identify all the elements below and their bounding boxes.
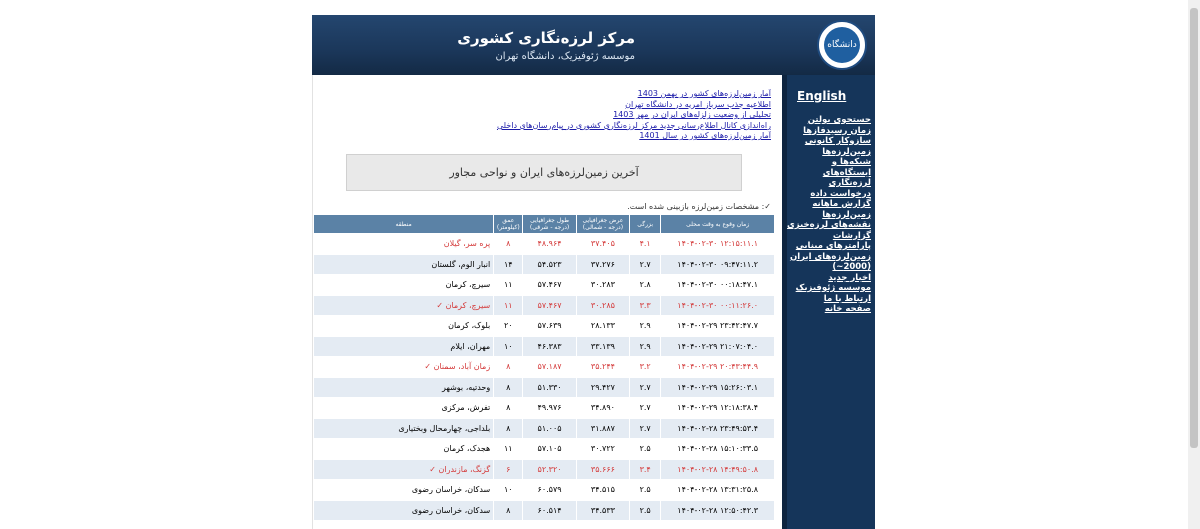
region-cell: پره سر، گیلان bbox=[314, 234, 493, 254]
news-link[interactable]: تحلیلی از وضعیت زلزله‌های ایران در مهر 1403 bbox=[613, 110, 771, 119]
sidebar-item[interactable]: زمین‌لرزه‌ها bbox=[822, 146, 871, 157]
time-cell[interactable]: ۱۴۰۴-۰۲-۳۰ ۰۰:۱۱:۲۶.۰ bbox=[661, 296, 774, 316]
table-row bbox=[314, 337, 774, 357]
magnitude-cell: ۲.۹ bbox=[630, 337, 660, 357]
sidebar-menu bbox=[787, 115, 871, 315]
depth-cell: ۱۰ bbox=[494, 337, 522, 357]
sidebar-item[interactable]: شبکه‌ها و bbox=[831, 157, 871, 167]
longitude-cell: ۵۷.۴۶۷ bbox=[523, 296, 575, 316]
sidebar-item[interactable]: زمین‌لرزه‌های ایران bbox=[789, 251, 871, 262]
latitude-cell: ۳۴.۸۹۰ bbox=[577, 398, 629, 418]
region-cell: مهران، ایلام bbox=[314, 337, 493, 357]
region-cell: تفرش، مرکزی bbox=[314, 398, 493, 418]
depth-cell: ۸ bbox=[494, 398, 522, 418]
longitude-cell: ۶۰.۵۱۴ bbox=[523, 501, 575, 521]
depth-cell: ۱۴ bbox=[494, 255, 522, 275]
magnitude-cell: ۲.۷ bbox=[630, 255, 660, 275]
sidebar-item[interactable]: نقشه‌های لرزه‌خیزی bbox=[786, 220, 871, 230]
time-cell[interactable]: ۱۴۰۴-۰۲-۲۸ ۱۴:۴۹:۵۰.۸ bbox=[661, 460, 774, 480]
magnitude-cell: ۲.۵ bbox=[630, 501, 660, 521]
sidebar-item[interactable]: ارتباط با ما bbox=[823, 293, 871, 304]
longitude-cell: ۵۴.۵۲۳ bbox=[523, 255, 575, 275]
region-cell: سیرچ، کرمان ✓ bbox=[314, 296, 493, 316]
depth-cell: ۸ bbox=[494, 501, 522, 521]
sidebar-item[interactable]: گزارشات bbox=[832, 230, 871, 241]
latitude-cell: ۳۰.۷۲۲ bbox=[577, 439, 629, 459]
table-row bbox=[314, 316, 774, 336]
site-subtitle: موسسه ژئوفیزیک، دانشگاه تهران bbox=[495, 51, 635, 62]
depth-cell: ۱۱ bbox=[494, 439, 522, 459]
page-scrollbar[interactable] bbox=[1188, 0, 1200, 529]
col-header-region: منطقه bbox=[314, 215, 493, 233]
table-row bbox=[314, 439, 774, 459]
sidebar-item[interactable]: زمین‌لرزه‌ها bbox=[822, 209, 871, 220]
main-content bbox=[312, 75, 783, 529]
time-cell[interactable]: ۱۴۰۴-۰۲-۲۹ ۲۰:۴۳:۴۴.۹ bbox=[661, 357, 774, 377]
table-row bbox=[314, 501, 774, 521]
region-cell: زمان آباد، سمنان ✓ bbox=[314, 357, 493, 377]
time-cell[interactable]: ۱۴۰۴-۰۲-۲۹ ۱۵:۲۶:۰۳.۱ bbox=[661, 378, 774, 398]
english-link[interactable]: English bbox=[797, 89, 847, 103]
longitude-cell: ۵۷.۶۳۹ bbox=[523, 316, 575, 336]
region-cell: وحدتیه، بوشهر bbox=[314, 378, 493, 398]
depth-cell: ۱۱ bbox=[494, 296, 522, 316]
latitude-cell: ۳۰.۲۸۵ bbox=[577, 296, 629, 316]
sidebar-item[interactable]: زمان رسیدفازها bbox=[803, 125, 871, 136]
longitude-cell: ۵۱.۰۰۵ bbox=[523, 419, 575, 439]
table-row bbox=[314, 378, 774, 398]
table-row bbox=[314, 275, 774, 295]
sidebar-item[interactable]: صفحه خانه bbox=[824, 304, 871, 314]
table-header-row bbox=[314, 215, 774, 233]
news-list bbox=[441, 89, 771, 142]
longitude-cell: ۵۷.۱۸۷ bbox=[523, 357, 575, 377]
depth-cell: ۸ bbox=[494, 234, 522, 254]
depth-cell: ۸ bbox=[494, 357, 522, 377]
scrollbar-thumb[interactable] bbox=[1190, 8, 1198, 448]
region-cell: هجدک، کرمان bbox=[314, 439, 493, 459]
magnitude-cell: ۲.۷ bbox=[630, 398, 660, 418]
table-row bbox=[314, 460, 774, 480]
table-row bbox=[314, 296, 774, 316]
depth-cell: ۱۱ bbox=[494, 275, 522, 295]
magnitude-cell: ۲.۵ bbox=[630, 480, 660, 500]
magnitude-cell: ۳.۴ bbox=[630, 460, 660, 480]
longitude-cell: ۶۰.۵۷۹ bbox=[523, 480, 575, 500]
sidebar-item[interactable]: درخواست داده bbox=[810, 188, 871, 199]
site-header bbox=[312, 15, 875, 75]
sidebar-item[interactable]: (2000~) bbox=[832, 262, 871, 272]
region-cell: بلوک، کرمان bbox=[314, 316, 493, 336]
time-cell[interactable]: ۱۴۰۴-۰۲-۲۸ ۱۵:۱۰:۳۳.۵ bbox=[661, 439, 774, 459]
depth-cell: ۸ bbox=[494, 378, 522, 398]
table-row bbox=[314, 255, 774, 275]
col-header-latitude: عرض جغرافیایی (درجه - شمالی) bbox=[577, 215, 629, 233]
longitude-cell: ۴۸.۹۶۴ bbox=[523, 234, 575, 254]
table-row bbox=[314, 398, 774, 418]
col-header-depth: عمق (کیلومتر) bbox=[494, 215, 522, 233]
sidebar-item[interactable]: ایستگاه‌های bbox=[822, 167, 871, 178]
sidebar bbox=[782, 75, 875, 529]
news-link[interactable]: آمار زمین‌لرزه‌های کشور در بهمن 1403 bbox=[637, 89, 771, 98]
table-row bbox=[314, 419, 774, 439]
sidebar-item[interactable]: اخبار جدید bbox=[828, 272, 871, 283]
sidebar-item[interactable]: لرزه‌نگاری bbox=[828, 178, 871, 188]
table-body bbox=[314, 234, 774, 520]
region-cell: گزنگ، مازندران ✓ bbox=[314, 460, 493, 480]
col-header-magnitude: بزرگی bbox=[630, 215, 660, 233]
latest-quakes-banner: آخرین زمین‌لرزه‌های ایران و نواحی مجاور bbox=[346, 154, 742, 191]
magnitude-cell: ۲.۷ bbox=[630, 419, 660, 439]
verified-note: ✓: مشخصات زمین‌لرزه بازبینی شده است. bbox=[627, 202, 771, 211]
depth-cell: ۶ bbox=[494, 460, 522, 480]
region-cell: انبار الوم، گلستان bbox=[314, 255, 493, 275]
region-cell: سدکان، خراسان رضوی bbox=[314, 501, 493, 521]
latitude-cell: ۳۱.۸۸۷ bbox=[577, 419, 629, 439]
table-row bbox=[314, 234, 774, 254]
news-link[interactable]: آمار زمین‌لرزه‌های کشور در سال 1401 bbox=[639, 131, 771, 140]
time-cell[interactable]: ۱۴۰۴-۰۲-۲۹ ۲۳:۴۲:۴۷.۷ bbox=[661, 316, 774, 336]
depth-cell: ۲۰ bbox=[494, 316, 522, 336]
time-cell[interactable]: ۱۴۰۴-۰۲-۲۸ ۱۲:۵۰:۴۲.۳ bbox=[661, 501, 774, 521]
latitude-cell: ۳۷.۴۰۵ bbox=[577, 234, 629, 254]
depth-cell: ۱۰ bbox=[494, 480, 522, 500]
sidebar-item[interactable]: پارامترهای مبنایی bbox=[795, 241, 871, 251]
site-title: مرکز لرزه‌نگاری کشوری bbox=[457, 29, 635, 47]
time-cell[interactable]: ۱۴۰۴-۰۲-۳۰ ۱۲:۱۵:۱۱.۱ bbox=[661, 234, 774, 254]
time-cell[interactable]: ۱۴۰۴-۰۲-۲۹ ۲۱:۰۷:۰۴.۰ bbox=[661, 337, 774, 357]
news-link[interactable]: راه‌اندازی کانال اطلاع‌رسانی جدید مرکز لرزه‌نگاری کشوری در پیام‌رسان‌های داخلی bbox=[496, 120, 771, 130]
sidebar-item[interactable]: گزارش ماهانه bbox=[812, 199, 871, 209]
page-container bbox=[312, 15, 875, 529]
news-link[interactable]: اطلاعیه جذب سرباز امریه در دانشگاه تهران bbox=[625, 99, 771, 109]
table-row bbox=[314, 480, 774, 500]
depth-cell: ۸ bbox=[494, 419, 522, 439]
logo-emblem: دانشگاه bbox=[824, 27, 860, 63]
magnitude-cell: ۴.۱ bbox=[630, 234, 660, 254]
col-header-time: زمان وقوع به وقت محلی bbox=[661, 215, 774, 233]
region-cell: سدکان، خراسان رضوی bbox=[314, 480, 493, 500]
table-row bbox=[314, 357, 774, 377]
magnitude-cell: ۲.۷ bbox=[630, 378, 660, 398]
latitude-cell: ۳۰.۲۸۳ bbox=[577, 275, 629, 295]
latitude-cell: ۳۷.۲۷۶ bbox=[577, 255, 629, 275]
longitude-cell: ۴۶.۳۸۳ bbox=[523, 337, 575, 357]
latitude-cell: ۳۳.۱۳۹ bbox=[577, 337, 629, 357]
longitude-cell: ۴۹.۹۷۶ bbox=[523, 398, 575, 418]
earthquake-table bbox=[313, 214, 775, 521]
region-cell: بلداجی، چهارمحال وبختیاری bbox=[314, 419, 493, 439]
latitude-cell: ۳۴.۵۱۵ bbox=[577, 480, 629, 500]
longitude-cell: ۵۷.۴۶۷ bbox=[523, 275, 575, 295]
time-cell[interactable]: ۱۴۰۴-۰۲-۲۸ ۲۳:۴۹:۵۳.۴ bbox=[661, 419, 774, 439]
col-header-longitude: طول جغرافیایی (درجه - شرقی) bbox=[523, 215, 575, 233]
magnitude-cell: ۲.۵ bbox=[630, 439, 660, 459]
time-cell[interactable]: ۱۴۰۴-۰۲-۲۹ ۱۲:۱۸:۳۸.۴ bbox=[661, 398, 774, 418]
sidebar-item[interactable]: سازوکار کانونی bbox=[804, 136, 871, 146]
magnitude-cell: ۲.۸ bbox=[630, 275, 660, 295]
magnitude-cell: ۳.۳ bbox=[630, 296, 660, 316]
sidebar-item[interactable]: موسسه ژئوفیزیک bbox=[795, 283, 871, 293]
longitude-cell: ۵۷.۱۰۵ bbox=[523, 439, 575, 459]
sidebar-item[interactable]: جستجوی بولتن bbox=[807, 115, 871, 125]
region-cell: سیرچ، کرمان bbox=[314, 275, 493, 295]
magnitude-cell: ۳.۲ bbox=[630, 357, 660, 377]
latitude-cell: ۳۵.۶۶۶ bbox=[577, 460, 629, 480]
university-logo[interactable] bbox=[817, 20, 867, 70]
latitude-cell: ۳۴.۵۳۳ bbox=[577, 501, 629, 521]
longitude-cell: ۵۲.۳۲۰ bbox=[523, 460, 575, 480]
time-cell[interactable]: ۱۴۰۴-۰۲-۳۰ ۰۰:۱۸:۴۷.۱ bbox=[661, 275, 774, 295]
latitude-cell: ۲۸.۱۳۳ bbox=[577, 316, 629, 336]
latitude-cell: ۳۵.۲۴۴ bbox=[577, 357, 629, 377]
time-cell[interactable]: ۱۴۰۴-۰۲-۲۸ ۱۳:۳۱:۲۵.۸ bbox=[661, 480, 774, 500]
magnitude-cell: ۲.۹ bbox=[630, 316, 660, 336]
latitude-cell: ۲۹.۴۲۷ bbox=[577, 378, 629, 398]
time-cell[interactable]: ۱۴۰۴-۰۲-۳۰ ۰۹:۴۷:۱۱.۲ bbox=[661, 255, 774, 275]
longitude-cell: ۵۱.۳۳۰ bbox=[523, 378, 575, 398]
